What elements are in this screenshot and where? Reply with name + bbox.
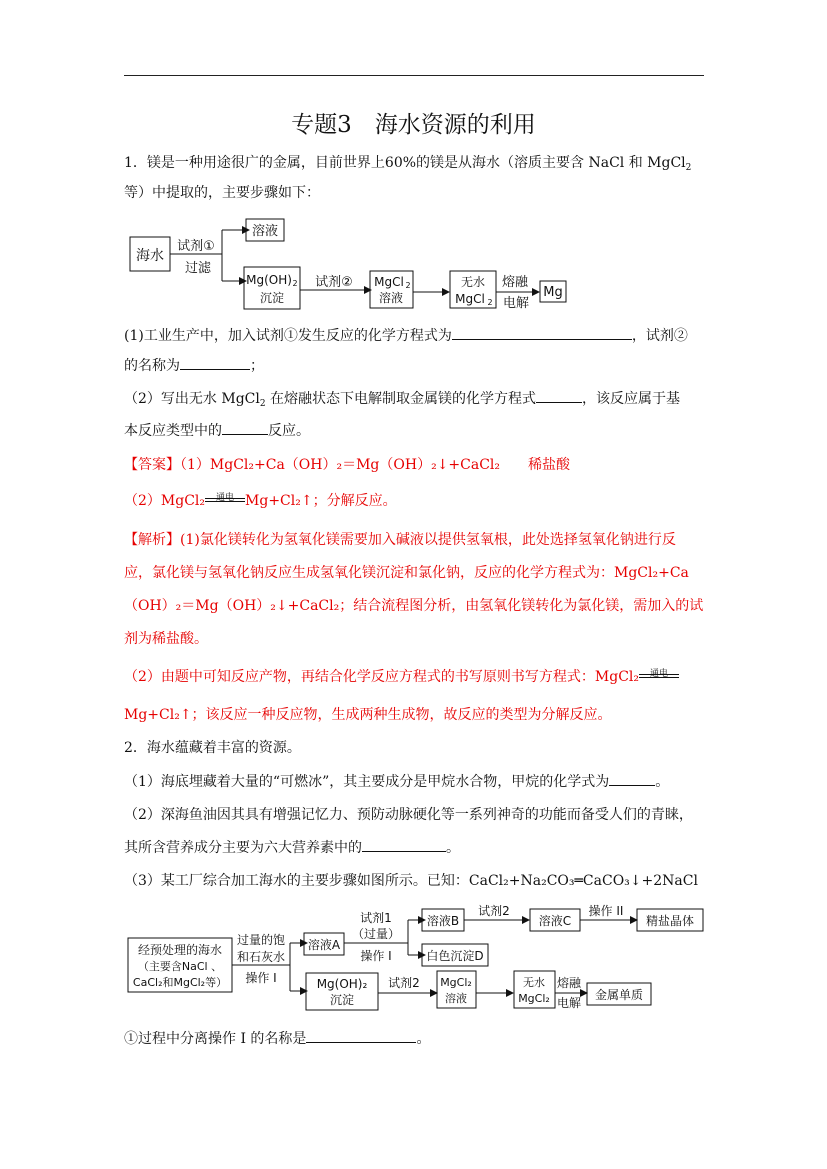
answer-blank[interactable] <box>536 384 582 403</box>
q1-sub1-line2: 的名称为 ； <box>124 351 709 381</box>
precipitate-label: 沉淀 <box>259 291 285 305</box>
op2-label: 操作 II <box>588 904 624 918</box>
q2-flow-diagram <box>124 898 714 1016</box>
q1-analysis-line4: 剂为稀盐酸。 <box>124 631 208 647</box>
reagent1-label: 试剂① <box>177 239 215 254</box>
answer-blank[interactable] <box>452 321 632 340</box>
mgcl2-box: MgCl <box>374 275 404 289</box>
answer-blank[interactable] <box>362 833 446 852</box>
solution-c-box: 溶液C <box>538 914 572 928</box>
svg-text:2: 2 <box>487 298 493 307</box>
q2-intro: 2．海水蕴藏着丰富的资源。 <box>124 740 301 756</box>
q2-sub2-line2: 其所含营养成分主要为六大营养素中的 。 <box>124 833 709 863</box>
white-precipitate-d-box: 白色沉淀D <box>426 949 484 963</box>
q1-analysis-line2: 应，氯化镁与氢氧化钠反应生成氢氧化镁沉淀和氯化钠，反应的化学方程式为：MgCl₂+Ca <box>124 565 689 581</box>
mgoh2-box: Mg(OH)₂ <box>316 977 368 991</box>
start-label: 经预处理的海水 <box>137 943 223 957</box>
mgcl2-box: MgCl₂ <box>440 976 472 989</box>
svg-text:CaCl₂和MgCl₂等）: CaCl₂和MgCl₂等） <box>132 976 228 989</box>
svg-text:（过量）: （过量） <box>351 927 401 941</box>
molten-label: 熔融 <box>556 976 582 990</box>
header-rule <box>124 75 704 76</box>
svg-text:2: 2 <box>292 279 298 288</box>
salt-crystal-box: 精盐晶体 <box>645 914 695 928</box>
q2-sub1: （1）海底埋藏着大量的“可燃冰”，其主要成分是甲烷水合物，甲烷的化学式为 。 <box>124 767 709 797</box>
op1b-label: 操作 I <box>360 949 392 963</box>
electrolysis-equals-sign: 通电 <box>205 489 245 509</box>
reagent2b-label: 试剂2 <box>388 976 420 990</box>
reagent2-label: 试剂② <box>315 275 353 290</box>
q1-analysis-line3: （OH）₂＝Mg（OH）₂↓+CaCl₂；结合流程图分析，由氢氧化镁转化为氯化镁，需加入的试 <box>124 598 704 614</box>
solution-b-box: 溶液B <box>426 914 460 928</box>
svg-text:2: 2 <box>405 281 411 290</box>
q1-analysis-line1: 【解析】(1)氯化镁转化为氢氧化镁需要加入碱液以提供氢氧根，此处选择氢氧化钠进行反 <box>124 532 676 548</box>
precipitate-label: 沉淀 <box>329 993 355 1007</box>
reagent1-label: 试剂1 <box>360 911 392 925</box>
q1-answer-line2: （2）MgCl₂ 通电 Mg+Cl₂↑；分解反应。 <box>124 486 709 516</box>
mgoh2-box: Mg(OH) <box>246 273 292 287</box>
lime-label: 过量的饱 <box>236 933 286 947</box>
electrolysis-label: 电解 <box>502 296 530 311</box>
q1-sub2-line2: 本反应类型中的 反应。 <box>124 416 709 446</box>
solution-label: 溶液 <box>378 291 404 305</box>
op1-label: 操作 I <box>245 971 277 985</box>
answer-blank[interactable] <box>609 767 655 786</box>
svg-text:和石灰水: 和石灰水 <box>236 950 286 964</box>
q1-analysis-line5: （2）由题中可知反应产物，再结合化学反应方程式的书写原则书写方程式：MgCl₂ 通电 <box>124 662 709 692</box>
q1-sub2-line1: （2）写出无水 MgCl$_2$ 在熔融状态下电解制取金属镁的化学方程式 ，该反应属于基 <box>124 384 709 414</box>
answer-blank[interactable] <box>222 416 268 435</box>
answer-blank[interactable] <box>180 351 250 370</box>
q2-sub2-line1: （2）深海鱼油因其具有增强记忆力、预防动脉硬化等一系列神奇的功能而备受人们的青睐， <box>124 807 693 823</box>
q1-intro-line1: 1．镁是一种用途很广的金属，目前世界上60%的镁是从海水（溶质主要含 NaCl 和 MgCl$_2$ <box>124 155 692 173</box>
svg-text:（主要含NaCl 、: （主要含NaCl 、 <box>137 960 223 973</box>
filter-label: 过滤 <box>184 261 212 276</box>
solution-a-box: 溶液A <box>307 938 341 952</box>
q2-sub3: （3）某工厂综合加工海水的主要步骤如图所示。已知：CaCl₂+Na₂CO₃═CaCO₃↓+2NaCl <box>124 873 698 889</box>
q1-intro-line2: 等）中提取的，主要步骤如下： <box>124 185 320 201</box>
electrolysis-equals-sign: 通电 <box>639 665 679 685</box>
page-title: 专题3 海水资源的利用 <box>291 112 536 138</box>
metal-element-box: 金属单质 <box>594 988 644 1002</box>
q1-analysis-line6: Mg+Cl₂↑；该反应一种反应物，生成两种生成物，故反应的类型为分解反应。 <box>124 707 612 723</box>
anhydrous-label: 无水 <box>523 976 545 989</box>
molten-label: 熔融 <box>501 275 529 290</box>
q1-sub1-line1: (1)工业生产中，加入试剂①发生反应的化学方程式为 ，试剂② <box>124 321 709 351</box>
anhydrous-mgcl2-box: MgCl <box>455 292 485 306</box>
answer-blank[interactable] <box>306 1024 416 1043</box>
solution-label: 溶液 <box>445 992 467 1005</box>
mg-box: Mg <box>543 285 563 300</box>
solution-box: 溶液 <box>251 224 279 239</box>
q1-flow-diagram <box>124 210 584 315</box>
electrolysis-label: 电解 <box>556 996 582 1010</box>
q1-answer-line1: 【答案】（1）MgCl₂+Ca（OH）₂＝Mg（OH）₂↓+CaCl₂ 稀盐酸 <box>124 457 571 473</box>
anhydrous-mgcl2-box: MgCl₂ <box>518 992 550 1005</box>
anhydrous-label: 无水 <box>460 275 486 289</box>
reagent2-label: 试剂2 <box>478 904 510 918</box>
seawater-box: 海水 <box>136 248 164 264</box>
q2-sub3-question1: ①过程中分离操作 I 的名称是 。 <box>124 1024 709 1054</box>
